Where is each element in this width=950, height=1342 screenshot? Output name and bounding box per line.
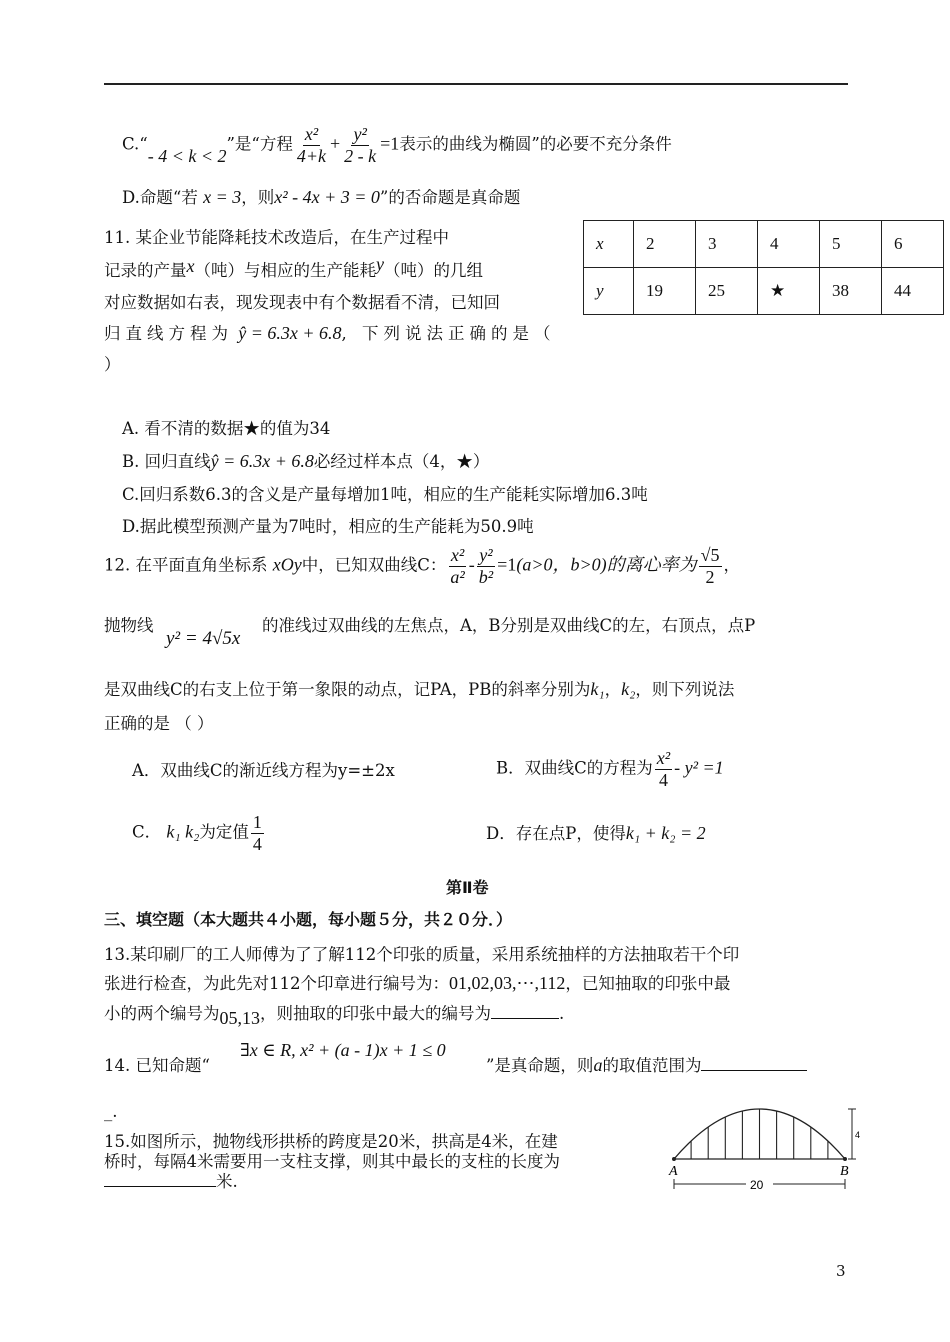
q15-line1: 15.如图所示，抛物线形拱桥的跨度是20米，拱高是4米，在建 bbox=[104, 1132, 558, 1151]
q13-line1: 13.某印刷厂的工人师傅为了了解112个印张的质量，采用系统抽样的方法抽取若干个印 bbox=[104, 945, 740, 964]
span-label: 20 bbox=[750, 1178, 764, 1192]
page-number: 3 bbox=[836, 1262, 846, 1280]
q11-option-a: A. 看不清的数据★的值为34 bbox=[122, 419, 331, 438]
hyperbola-fraction-y: $\frac{\text{y²}}{\text{b²}}$ bbox=[478, 545, 494, 587]
parabolic-arch-bridge-figure bbox=[664, 1098, 860, 1192]
q11-option-d: D.据此模型预测产量为7吨时，相应的生产能耗为50.9吨 bbox=[122, 517, 534, 536]
eccentricity-fraction: $\frac{√5}{2}$ bbox=[700, 545, 720, 587]
hyperbola-fraction-x: $\frac{\text{x²}}{\text{a²}}$ bbox=[450, 545, 465, 587]
q13-line2: 张进行检查，为此先对112个印章进行编号为：01,02,03,⋯,112，已知抽取的印张中最 bbox=[104, 973, 731, 993]
q15-line3: 米. bbox=[104, 1168, 238, 1192]
q12-line3: 是双曲线C的右支上位于第一象限的动点，记PA，PB的斜率分别为k₁，k₂，则下列说法 bbox=[104, 679, 735, 699]
q14-proposition: ∃x ∈ R, x² + (a - 1)x + 1 ≤ 0 bbox=[240, 1040, 446, 1060]
q14-line1: 14. 已知命题“ bbox=[104, 1056, 210, 1075]
q11-line2: 记录的产量x（吨）与相应的生产能耗y（吨）的几组 bbox=[104, 254, 483, 280]
point-b bbox=[843, 1157, 847, 1161]
label-a: A bbox=[669, 1164, 678, 1179]
fraction-y: $\frac{\text{y²}}{2 - k}$ bbox=[344, 124, 377, 166]
height-label: 4 bbox=[855, 1130, 860, 1140]
q11-line4: 归直线方程为 ŷ = 6.3x + 6.8, 下列说法正确的是（ bbox=[104, 323, 556, 343]
q11-line1: 11. 某企业节能降耗技术改造后，在生产过程中 bbox=[104, 228, 449, 247]
q14-line1-tail: ”是真命题，则a的取值范围为 bbox=[486, 1052, 807, 1076]
label-b: B bbox=[840, 1164, 849, 1179]
option-d: D.命题“若 x = 3，则x² - 4x + 3 = 0”的否命题是真命题 bbox=[122, 187, 521, 207]
header-rule bbox=[104, 83, 848, 85]
q11-line3: 对应数据如右表，现发现表中有个数据看不清，已知回 bbox=[104, 293, 500, 312]
q12-line4: 正确的是 （ ） bbox=[104, 714, 214, 733]
q12-option-d: D．存在点P，使得k₁ + k₂ = 2 bbox=[486, 823, 706, 843]
q12-option-a: A．双曲线C的渐近线方程为y=±2x bbox=[132, 761, 395, 780]
q13-line3: 小的两个编号为05,13，则抽取的印张中最大的编号为 . bbox=[104, 1004, 565, 1028]
q11-option-c: C.回归系数6.3的含义是产量每增加1吨，相应的生产能耗实际增加6.3吨 bbox=[122, 485, 648, 504]
q14-line2: _. bbox=[104, 1102, 118, 1121]
table-row: y 19 25 ★ 38 44 bbox=[584, 268, 944, 315]
q12-option-b: B．双曲线C的方程为 $\frac{\text{x²}}{4}$ - y² =1 bbox=[496, 748, 724, 790]
option-c-condition: - 4 < k < 2 bbox=[147, 145, 227, 166]
option-c: C.“- 4 < k < 2”是“方程 $\frac{\text{x²}}{4+k}$ + $\frac{\text{y²}}{2 - k}$ =1表示的曲线为椭圆”的必要不充分条件 bbox=[122, 124, 672, 166]
q12-option-c: C． k₁ k₂为定值 $\frac{1}{4}$ bbox=[132, 812, 262, 854]
q11-option-b: B. 回归直线ŷ = 6.3x + 6.8必经过样本点（4，★） bbox=[122, 451, 490, 471]
regression-equation: ŷ = 6.3x + 6.8 bbox=[238, 323, 342, 343]
parabola-equation: y² = 4√5x bbox=[166, 628, 241, 649]
section-heading: 三、填空题（本大题共４小题，每小题５分，共２０分．） bbox=[104, 910, 513, 929]
q11-data-table bbox=[583, 220, 944, 315]
q12-line1: 12. 在平面直角坐标系 xOy中，已知双曲线C： $\frac{\text{x²}}{\text{a²}}$ - $\frac{\text{y²}}{\text{b²}}$ =1(a>0，b>0)的离心率为 $\frac{√5}{2}$ ， bbox=[104, 545, 740, 587]
table-row: x 2 3 4 5 6 bbox=[584, 221, 944, 268]
point-a bbox=[672, 1157, 676, 1161]
section-title: 第Ⅱ卷 bbox=[446, 878, 489, 897]
q15-line2: 桥时，每隔4米需要用一支柱支撑，则其中最长的支柱的长度为 bbox=[104, 1152, 560, 1171]
fraction-x: $\frac{\text{x²}}{4+k}$ bbox=[296, 124, 327, 166]
q11-line5: ） bbox=[104, 355, 121, 374]
q12-line2-tail: 的准线过双曲线的左焦点，A，B分别是双曲线C的左，右顶点，点P bbox=[262, 616, 756, 635]
q12-line2: 抛物线 bbox=[104, 616, 154, 635]
